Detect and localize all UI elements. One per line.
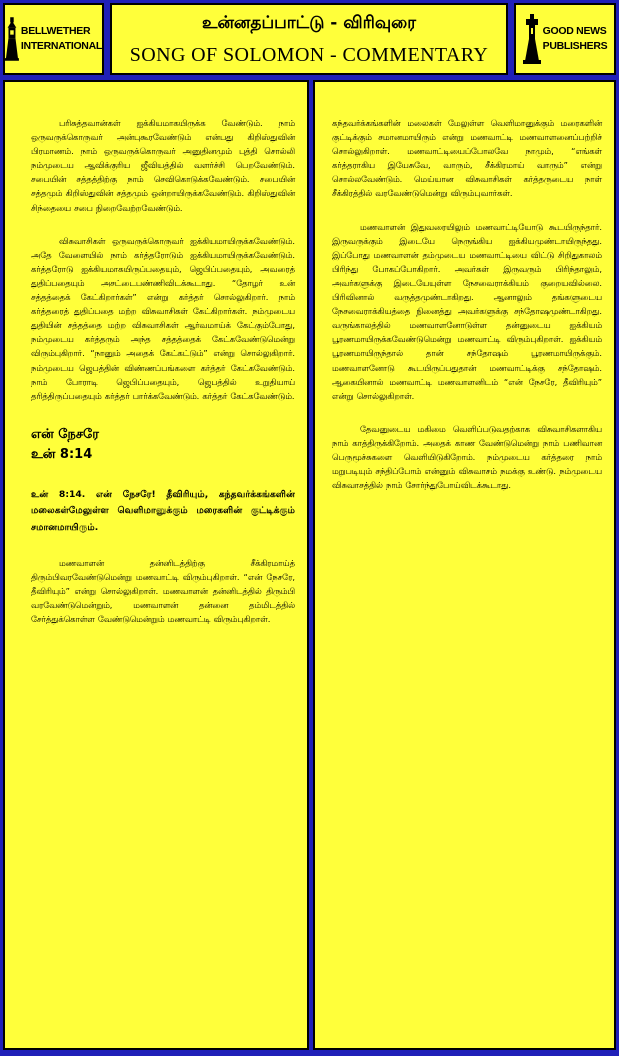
logo-right-line2: PUBLISHERS (542, 40, 608, 52)
paragraph: கந்தவர்க்கங்களின் மலைகள் மேலுள்ள வெளிமானுக்கும் மரைகளின் குட்டிக்கும் சமானமாயிரும் என்று மணவாட்டி மணவாளனைப்பற்றிச் சொல்லுகிறாள். மணவாட்டியைப்போலவே நாமும், “எங்கள் கர்த்தராகிய இயேசுவே, வாரும், சீக்கிரமாய் வாரும்” என்று சொல்லவேண்டும். மெய்யான விசுவாசிகள் கர்த்தருடைய நாள் சீக்கிரத்தில் வரவேண்டுமென்று விரும்புவார்கள். (332, 118, 602, 199)
title-box (110, 3, 508, 75)
verse-text: உன் 8:14. என் நேசரே! தீவிரியும், கந்தவர்க்கங்களின் மலைகள்மேலுள்ள வெளிமானுக்கும் மரைகளின் குட்டிக்கும் சமானமாயிரும். (31, 488, 295, 533)
lamp-tower-icon (523, 14, 541, 64)
paragraph: விசுவாசிகள் ஒருவருக்கொருவர் ஐக்கியமாயிருக்கவேண்டும். அதே வேளையில் நாம் கர்த்தரோடும் ஐக்கியமாயிருக்கவேண்டும். கர்த்தரோடு ஐக்கியமாகயிருப்பதையும், ஜெபிப்பதையும், அவரைத் துதிப்பதையும் அசட்டைபண்ணிவிடக்கூடாது. “தோழர் உன் சத்தத்தைக் கேட்கிறார்கள்” என்று கர்த்தர் சொல்லுகிறார். நாம் கர்த்தரைத் துதிப்பதை மற்ற விசுவாசிகள் கேட்கிறார்கள். நம்முடைய துதியின் சத்தத்தை மற்ற விசுவாசிகள் ஆர்வமாய்க் கேட்கும்போது, நம்முடைய கர்த்தரும் அந்த சத்தத்தைக் கேட்கவேண்டுமென்று விரும்புகிறார். “நானும் அதைக் கேட்கட்டும்” என்று சொல்லுகிறார். நம்முடைய ஜெபத்தின் விண்ணப்பங்களை கர்த்தர் கேட்கவேண்டும். நாம் போராடி ஜெபிப்பதையும், ஜெபத்தில் உறுதியாய் தரித்திருப்பதையும் கர்த்தர் பார்க்கவேண்டும். கர்த்தர் கேட்கவேண்டும். (31, 235, 295, 401)
page-title-english: SONG OF SOLOMON - COMMENTARY (129, 44, 489, 66)
bell-tower-icon (5, 14, 19, 64)
logo-right-line1: GOOD NEWS (542, 25, 607, 37)
paragraph: மணவாளன் தன்னிடத்திற்கு சீக்கிரமாய்த் திரும்பிவரவேண்டுமென்று மணவாட்டி விரும்புகிறாள். “என் நேசரே, தீவிரியும்” என்று சொல்லுகிறாள். மணவாளன் தன்னிடத்தில் திரும்பி வரவேண்டுமென்றும், மணவாளன் தன்னை தம்மிடத்தில் சேர்த்துக்கொள்ள வேண்டுமென்றும் மணவாட்டி விரும்புகிறாள். (31, 557, 295, 624)
page-title-tamil: உன்னதப்பாட்டு - விரிவுரை (202, 13, 416, 33)
bellwether-logo-text (21, 24, 102, 54)
logo-left-line1: BELLWETHER (20, 25, 91, 37)
left-column (3, 80, 309, 1050)
section-heading-line2: உன் 8:14 (31, 446, 93, 462)
good-news-logo (514, 3, 616, 75)
good-news-logo-text (543, 24, 608, 54)
paragraph: பரிசுத்தவான்கள் ஐக்கியமாகயிருக்க வேண்டும். நாம் ஒருவருக்கொருவர் அன்புகூரவேண்டும் என்பது கிறிஸ்துவின் பிரமாணம். நாம் ஒருவருக்கொருவர் அனுதினமும் புத்தி சொல்லி நம்முடைய ஆவிக்குரிய ஜீவியத்தில் வளர்ச்சி பெறவேண்டும். சபையின் சத்தத்திற்கு நாம் செவிகொடுக்கவேண்டும். சபையின் சத்தமும் கிறிஸ்துவின் சத்தமும் ஒன்றாயிருக்கவேண்டும். கிறிஸ்துவின் சிந்தையை சபை நிறைவேற்றவேண்டும். (31, 118, 295, 213)
logo-left-line2: INTERNATIONAL (20, 40, 102, 52)
bellwether-logo (3, 3, 104, 75)
paragraph: தேவனுடைய மகிமை வெளிப்படுவதற்காக விசுவாசிகளாகிய நாம் காத்திருக்கிறோம். அதைக் காண வேண்டுமென்று நாம் பணிவான பெருமூச்சுகளை வெளியிடுகிறோம். நம்முடைய கர்த்தரை நாம் மறுபடியும் சந்திப்போம் என்னும் விசுவாசம் நமக்கு உண்டு. நம்முடைய விசுவாசத்தில் நாம் சோர்ந்துபோய்விடக்கூடாது. (332, 423, 602, 491)
section-heading (31, 425, 295, 465)
paragraph: மணவாளன் இதுவரையிலும் மணவாட்டியோடு கூடயிருந்தார். இருவருக்கும் இடையே நெருங்கிய ஐக்கியமுண்டாயிருந்தது. இப்போது மணவாளன் தம்முடைய மணவாட்டியை விட்டு சிறிதுகாலம் பிரிந்து போகப்போகிறார். அவர்கள் இருவரும் பிரிந்தாலும், அவர்களுக்கு இடையேயுள்ள நேசவைராக்கியம் குறையவில்லை. பிரிவினால் வருத்தமுண்டாகிறது. ஆனாலும் தங்களுடைய நேசவைராக்கியத்தை நினைத்து அவர்களுக்கு சந்தோஷமுண்டாகிறது. வருங்காலத்தில் மணவாளனோடுள்ள தன்னுடைய ஐக்கியம் பூரணமாயிருக்கவேண்டுமென்று மணவாட்டி விரும்புகிறாள். ஐக்கியம் பூரணமாயிருந்தால் தான் சந்தோஷம் பூரணமாயிருக்கும். மணவாளனோடு கூடயிருப்பதுதான் மணவாட்டிக்கு சந்தோஷம். ஆகையினால் மணவாட்டி மணவாளனிடம் “என் நேசரே, தீவிரியும்” என்று சொல்லுகிறாள். (332, 221, 602, 401)
section-heading-line1: என் நேசரே (31, 426, 99, 442)
right-column (313, 80, 616, 1050)
